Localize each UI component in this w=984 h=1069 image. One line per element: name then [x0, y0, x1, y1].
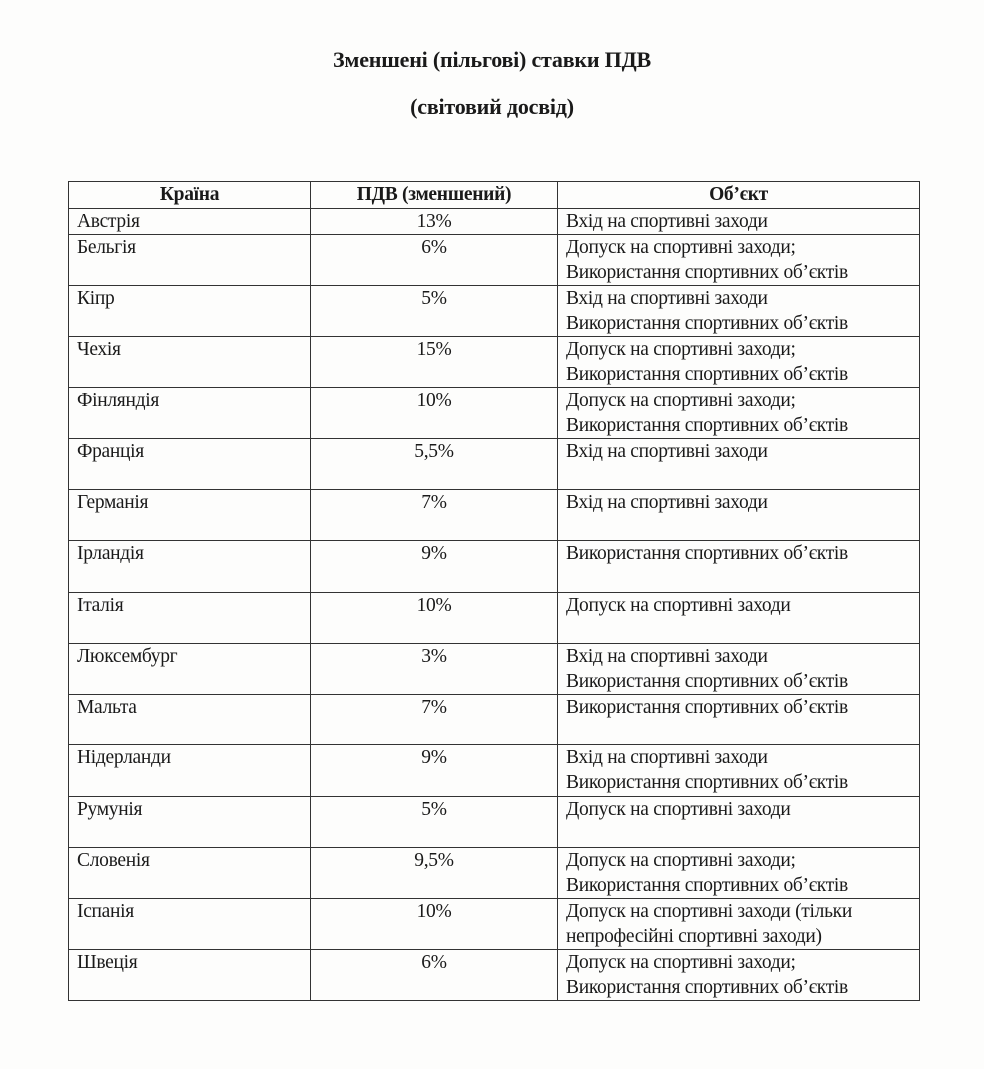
- table-row: [69, 899, 920, 950]
- document-title: Зменшені (пільгові) ставки ПДВ: [333, 47, 651, 72]
- object-cell: [558, 593, 920, 644]
- object-cell: [558, 490, 920, 541]
- object-line: Допуск на спортивні заходи: [566, 799, 791, 820]
- country-cell: Германія: [69, 490, 311, 541]
- object-cell: [558, 950, 920, 1001]
- country-cell: Мальта: [69, 695, 311, 745]
- rate-cell: 10%: [311, 593, 558, 644]
- object-line: Використання спортивних об’єктів: [566, 262, 848, 283]
- object-cell: [558, 439, 920, 490]
- table-header-row: [69, 182, 920, 209]
- rate-cell: 5%: [311, 797, 558, 848]
- object-cell: [558, 797, 920, 848]
- header-country: Країна: [69, 182, 311, 209]
- vat-rates-table: [68, 181, 920, 1001]
- object-line: Використання спортивних об’єктів: [566, 977, 848, 998]
- object-line: непрофесійні спортивні заходи): [566, 926, 822, 947]
- object-line: Допуск на спортивні заходи (тільки: [566, 901, 852, 922]
- country-cell: Словенія: [69, 848, 311, 899]
- rate-cell: 6%: [311, 235, 558, 286]
- header-object: Об’єкт: [558, 182, 920, 209]
- object-line: Вхід на спортивні заходи: [566, 492, 768, 513]
- rate-cell: 9,5%: [311, 848, 558, 899]
- object-line: Використання спортивних об’єктів: [566, 415, 848, 436]
- country-cell: Чехія: [69, 337, 311, 388]
- country-cell: Люксембург: [69, 644, 311, 695]
- object-cell: [558, 388, 920, 439]
- table-row: [69, 439, 920, 490]
- object-cell: [558, 899, 920, 950]
- country-cell: Румунія: [69, 797, 311, 848]
- rate-cell: 9%: [311, 745, 558, 797]
- table-row: [69, 593, 920, 644]
- object-cell: [558, 209, 920, 235]
- rate-cell: 10%: [311, 899, 558, 950]
- table-row: [69, 235, 920, 286]
- country-cell: Бельгія: [69, 235, 311, 286]
- rate-cell: 15%: [311, 337, 558, 388]
- object-line: Вхід на спортивні заходи: [566, 646, 768, 667]
- object-line: Допуск на спортивні заходи;: [566, 390, 796, 411]
- object-line: Вхід на спортивні заходи: [566, 288, 768, 309]
- object-cell: [558, 644, 920, 695]
- country-cell: Італія: [69, 593, 311, 644]
- table-row: [69, 388, 920, 439]
- country-cell: Іспанія: [69, 899, 311, 950]
- rate-cell: 13%: [311, 209, 558, 235]
- country-cell: Швеція: [69, 950, 311, 1001]
- table-row: [69, 286, 920, 337]
- country-cell: Кіпр: [69, 286, 311, 337]
- country-cell: Фінляндія: [69, 388, 311, 439]
- object-cell: [558, 848, 920, 899]
- rate-cell: 6%: [311, 950, 558, 1001]
- object-cell: [558, 695, 920, 745]
- object-line: Вхід на спортивні заходи: [566, 441, 768, 462]
- rate-cell: 10%: [311, 388, 558, 439]
- object-line: Вхід на спортивні заходи: [566, 747, 768, 768]
- table-row: [69, 848, 920, 899]
- object-line: Використання спортивних об’єктів: [566, 772, 848, 793]
- object-line: Використання спортивних об’єктів: [566, 543, 848, 564]
- object-line: Вхід на спортивні заходи: [566, 211, 768, 232]
- document-subtitle: (світовий досвід): [410, 94, 574, 119]
- table-row: [69, 541, 920, 593]
- object-cell: [558, 235, 920, 286]
- rate-cell: 5,5%: [311, 439, 558, 490]
- object-line: Допуск на спортивні заходи: [566, 595, 791, 616]
- object-line: Використання спортивних об’єктів: [566, 671, 848, 692]
- object-line: Допуск на спортивні заходи;: [566, 339, 796, 360]
- country-cell: Ірландія: [69, 541, 311, 593]
- table-row: [69, 797, 920, 848]
- object-cell: [558, 337, 920, 388]
- object-line: Допуск на спортивні заходи;: [566, 850, 796, 871]
- table-row: [69, 950, 920, 1001]
- country-cell: Франція: [69, 439, 311, 490]
- country-cell: Нідерланди: [69, 745, 311, 797]
- rate-cell: 9%: [311, 541, 558, 593]
- table-row: [69, 695, 920, 745]
- table-row: [69, 337, 920, 388]
- rate-cell: 3%: [311, 644, 558, 695]
- object-line: Допуск на спортивні заходи;: [566, 237, 796, 258]
- table-row: [69, 644, 920, 695]
- rate-cell: 7%: [311, 490, 558, 541]
- object-line: Використання спортивних об’єктів: [566, 697, 848, 718]
- object-line: Використання спортивних об’єктів: [566, 364, 848, 385]
- object-cell: [558, 541, 920, 593]
- object-cell: [558, 745, 920, 797]
- country-cell: Австрія: [69, 209, 311, 235]
- rate-cell: 7%: [311, 695, 558, 745]
- header-rate: ПДВ (зменшений): [311, 182, 558, 209]
- table-row: [69, 745, 920, 797]
- object-cell: [558, 286, 920, 337]
- table-row: [69, 490, 920, 541]
- object-line: Допуск на спортивні заходи;: [566, 952, 796, 973]
- rate-cell: 5%: [311, 286, 558, 337]
- object-line: Використання спортивних об’єктів: [566, 313, 848, 334]
- object-line: Використання спортивних об’єктів: [566, 875, 848, 896]
- table-row: [69, 209, 920, 235]
